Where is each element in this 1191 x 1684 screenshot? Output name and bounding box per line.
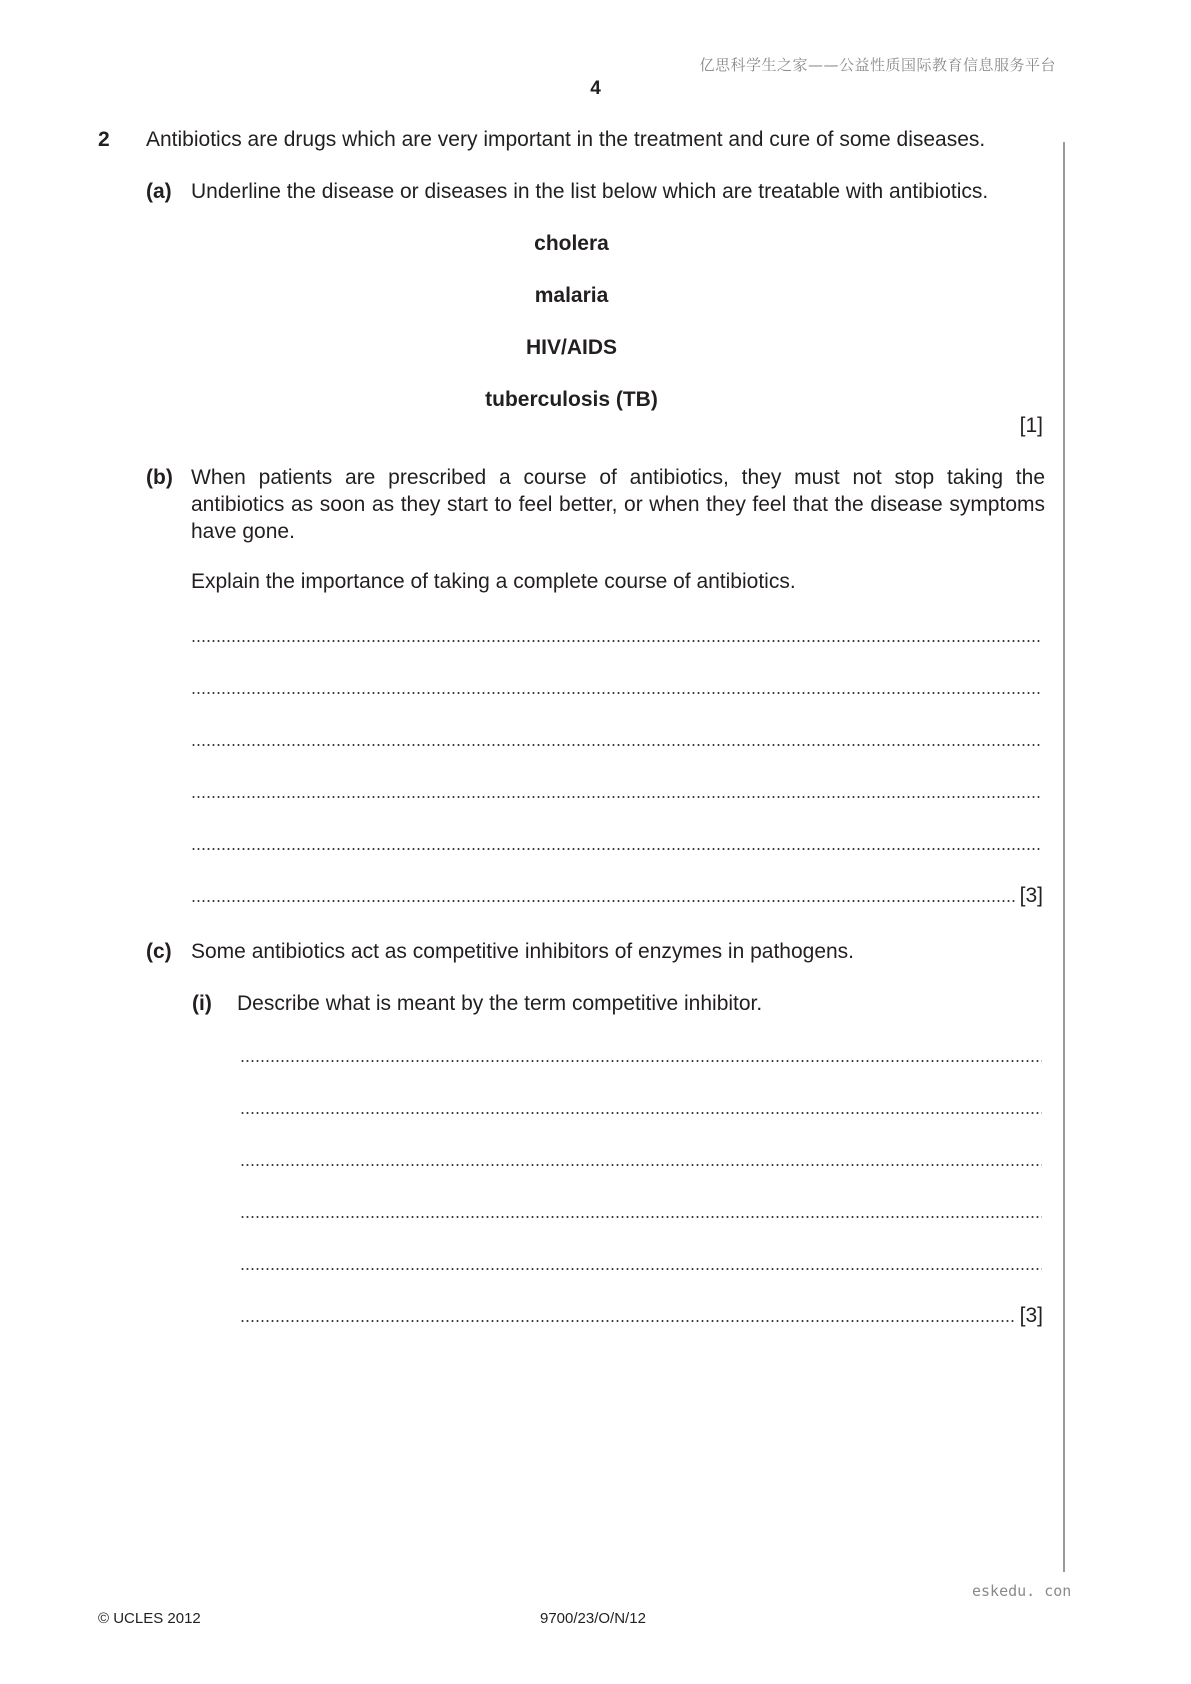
page-number: 4 bbox=[590, 78, 601, 99]
part-a-label: (a) bbox=[146, 180, 172, 203]
answer-line-ci-3[interactable] bbox=[240, 1164, 1042, 1166]
disease-option-malaria[interactable]: malaria bbox=[534, 284, 609, 307]
disease-option-cholera[interactable]: cholera bbox=[534, 232, 609, 255]
part-a-text: Underline the disease or diseases in the list below which are treatable with antibiotics. bbox=[191, 180, 989, 203]
header-watermark: 亿思科学生之家——公益性质国际教育信息服务平台 bbox=[699, 56, 1056, 74]
answer-line-b-6[interactable] bbox=[191, 900, 1016, 902]
answer-line-b-2[interactable] bbox=[191, 692, 1042, 694]
answer-line-b-4[interactable] bbox=[191, 796, 1042, 798]
footer-site-watermark: eskedu. con bbox=[972, 1582, 1072, 1600]
part-b-marks: [3] bbox=[1019, 884, 1043, 907]
question-number: 2 bbox=[98, 128, 110, 151]
part-a-marks: [1] bbox=[1019, 414, 1043, 437]
question-stem: Antibiotics are drugs which are very important in the treatment and cure of some diseases. bbox=[146, 128, 986, 151]
part-b-prompt: Explain the importance of taking a complete course of antibiotics. bbox=[191, 570, 796, 593]
part-b-text: When patients are prescribed a course of antibiotics, they must not stop taking the antibiotics as soon as they start to feel better, or when they feel that the disease symptoms have gone. bbox=[191, 466, 1045, 543]
answer-line-b-5[interactable] bbox=[191, 848, 1042, 850]
answer-line-ci-2[interactable] bbox=[240, 1112, 1042, 1114]
part-c-text: Some antibiotics act as competitive inhibitors of enzymes in pathogens. bbox=[191, 940, 855, 963]
disease-option-tuberculosis[interactable]: tuberculosis (TB) bbox=[485, 388, 658, 411]
answer-line-ci-5[interactable] bbox=[240, 1268, 1042, 1270]
part-c-i-marks: [3] bbox=[1019, 1304, 1043, 1327]
footer-paper-code: 9700/23/O/N/12 bbox=[540, 1610, 646, 1627]
part-c-i-label: (i) bbox=[192, 992, 212, 1015]
answer-line-ci-1[interactable] bbox=[240, 1060, 1042, 1062]
answer-line-ci-6[interactable] bbox=[240, 1320, 1016, 1322]
answer-line-b-3[interactable] bbox=[191, 744, 1042, 746]
part-b-label: (b) bbox=[146, 466, 173, 489]
footer-copyright: © UCLES 2012 bbox=[98, 1610, 201, 1627]
answer-line-ci-4[interactable] bbox=[240, 1216, 1042, 1218]
part-c-i-text: Describe what is meant by the term competitive inhibitor. bbox=[237, 992, 763, 1015]
disease-option-hiv-aids[interactable]: HIV/AIDS bbox=[525, 336, 617, 359]
answer-line-b-1[interactable] bbox=[191, 640, 1042, 642]
part-c-label: (c) bbox=[146, 940, 172, 963]
